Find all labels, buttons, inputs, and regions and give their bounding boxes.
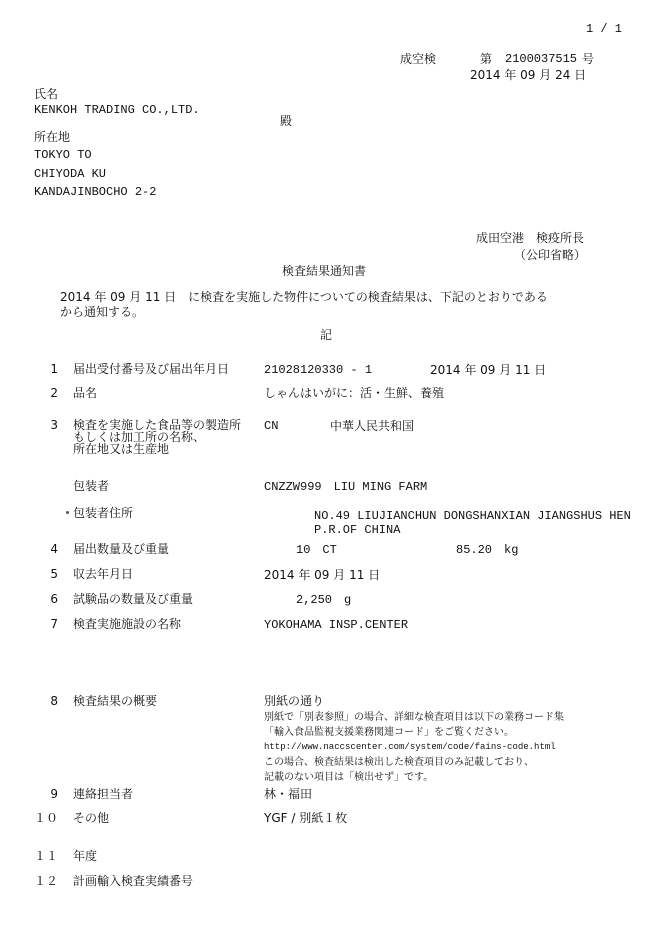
name-label: 氏名 [34,87,59,101]
item-value: 21028120330 - 1 [264,363,373,377]
packer-address-line: NO.49 LIUJIANCHUN DONGSHANXIAN JIANGSHUS HEN [314,509,631,523]
item-label: 品名 [73,386,98,400]
packer-address-label: 包装者住所 [73,506,134,520]
item-number: 6 [50,592,58,606]
item-number: 8 [50,694,58,708]
item-value: YGF / 別紙１枚 [264,811,348,825]
packer-address-line: P.R.OF CHINA [314,523,401,537]
seal-note: （公印省略） [514,248,587,262]
packer-label: 包装者 [73,479,110,493]
ki-marker: 記 [320,328,333,342]
item-number: 4 [50,542,58,556]
item-label: 届出数量及び重量 [73,542,170,556]
address-label: 所在地 [34,130,71,144]
item-value: 85.20 kg [456,543,519,557]
document-title: 検査結果通知書 [282,264,367,278]
number-prefix: 第 [480,52,493,66]
result-note: 記載のない項目は「検出せず」です。 [264,772,434,783]
item-value: 2014 年 09 月 11 日 [264,568,381,582]
result-note: 「輸入食品監視支援業務関連コード」をご覧ください。 [264,727,514,738]
address-line: CHIYODA KU [34,167,107,181]
issue-date: 2014 年 09 月 24 日 [470,68,587,82]
item-label: その他 [73,811,110,825]
item-value: CN [264,419,279,433]
item-value: 中華人民共和国 [330,419,415,433]
item-label: 試験品の数量及び重量 [73,592,194,606]
item-value: 10 CT [296,543,337,557]
item-label: 検査結果の概要 [73,694,158,708]
office-code: 成空検 [400,52,437,66]
item-number: 3 [50,418,58,432]
item-number: 9 [50,787,58,801]
item-number: 1 [50,362,58,376]
item-number: 7 [50,617,58,631]
item-label: 計画輸入検査実績番号 [73,874,194,888]
packer-value: CNZZW999 LIU MING FARM [264,480,428,494]
item-value: 別紙の通り [264,694,325,708]
result-note-url: http://www.naccscenter.com/system/code/fains-code.html [264,742,556,752]
page-indicator: 1 / 1 [586,22,623,36]
intro-line: から通知する。 [60,305,145,319]
item-label: もしくは加工所の名称、 [73,430,206,444]
item-label: 届出受付番号及び届出年月日 [73,362,230,376]
item-label: 検査実施施設の名称 [73,617,182,631]
item-label: 年度 [73,849,98,863]
address-line: TOKYO TO [34,148,92,162]
item-label: 連絡担当者 [73,787,134,801]
addressee-name: KENKOH TRADING CO.,LTD. [34,103,200,117]
number-suffix: 号 [582,52,595,66]
honorific: 殿 [280,114,293,128]
item-value: 林・福田 [264,787,313,801]
result-note: この場合、検査結果は検出した検査項目のみ記載しており、 [264,757,534,768]
item-number: １２ [34,874,59,888]
item-value: しゃんはいがに：活・生鮮、養殖 [264,386,445,400]
item-value: YOKOHAMA INSP.CENTER [264,618,409,632]
item-value: 2014 年 09 月 11 日 [430,363,547,377]
item-number: 2 [50,386,58,400]
item-label: 検査を実施した食品等の製造所 [73,418,242,432]
item-number: 5 [50,567,58,581]
item-value: 2,250 g [296,593,352,607]
issuer-office: 成田空港 検疫所長 [476,231,585,245]
item-number: １１ [34,849,59,863]
intro-line: 2014 年 09 月 11 日 に検査を実施した物件についての検査結果は、下記のとおりである [60,290,548,304]
address-line: KANDAJINBOCHO 2-2 [34,185,157,199]
certificate-number: 2100037515 [505,52,578,66]
item-label: 所在地又は生産地 [73,442,170,456]
result-note: 別紙で「別表参照」の場合、詳細な検査項目は以下の業務コード集 [264,712,564,723]
item-number: １０ [34,811,59,825]
scan-speck [66,511,69,514]
item-label: 収去年月日 [73,567,134,581]
